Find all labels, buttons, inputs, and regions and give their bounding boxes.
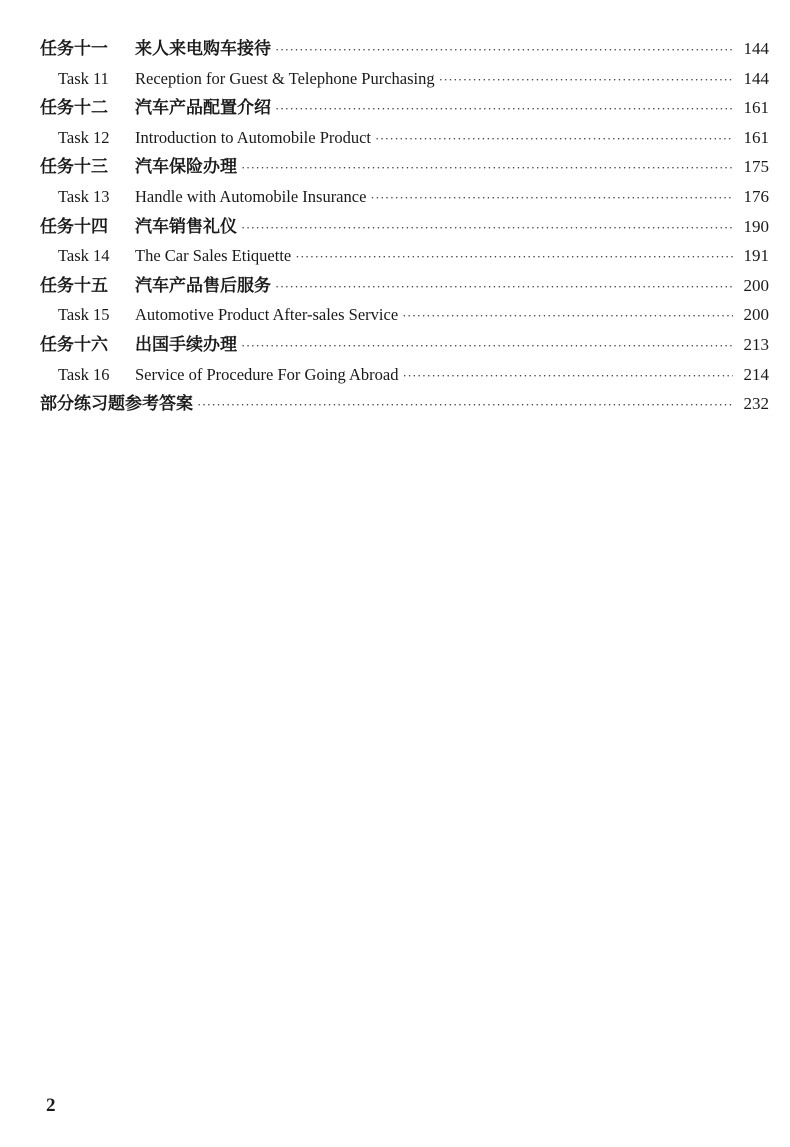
- toc-entry-page: 161: [743, 98, 769, 118]
- toc-entry-number: 任务十六: [40, 334, 108, 355]
- toc-entry-number: Task 12: [58, 127, 110, 147]
- toc-entry-task-11-en[interactable]: [40, 64, 769, 94]
- toc-entry-page: 200: [743, 275, 769, 295]
- dot-leader: [241, 153, 733, 183]
- toc-entry-task-14-cn[interactable]: [40, 212, 769, 242]
- toc-entry-number: Task 15: [58, 305, 110, 325]
- toc-entry-task-12-en[interactable]: [40, 123, 769, 153]
- toc-entry-task-16-cn[interactable]: [40, 330, 769, 360]
- dot-leader: [275, 94, 733, 124]
- dot-leader: [375, 124, 733, 154]
- dot-leader: [241, 213, 733, 243]
- toc-entry-title: Reception for Guest & Telephone Purchasing: [135, 68, 435, 88]
- toc-entry-title: 汽车销售礼仪: [135, 216, 237, 237]
- toc-entry-title: The Car Sales Etiquette: [135, 246, 292, 266]
- toc-entry-task-14-en[interactable]: [40, 241, 769, 271]
- toc-entry-number: Task 11: [58, 68, 109, 88]
- toc-entry-number: Task 13: [58, 186, 110, 206]
- dot-leader: [295, 242, 733, 272]
- toc-entry-number: 任务十五: [40, 275, 108, 296]
- toc-entry-task-15-en[interactable]: [40, 300, 769, 330]
- toc-entry-title: 汽车产品配置介绍: [135, 98, 271, 119]
- toc-entry-page: 191: [743, 246, 769, 266]
- toc-entry-page: 175: [743, 157, 769, 177]
- toc-entry-page: 176: [743, 186, 769, 206]
- toc-entry-page: 213: [743, 334, 769, 354]
- toc-entry-answers[interactable]: [40, 389, 769, 419]
- dot-leader: [197, 390, 733, 420]
- toc-entry-title: 来人来电购车接待: [135, 39, 271, 59]
- toc-entry-page: 144: [743, 68, 769, 88]
- toc-entry-title: 汽车保险办理: [135, 157, 237, 178]
- toc-entry-task-11-cn[interactable]: [40, 34, 769, 64]
- toc-entry-number: 任务十四: [40, 216, 108, 237]
- toc-entry-page: 161: [743, 127, 769, 147]
- toc-entry-task-13-cn[interactable]: [40, 152, 769, 182]
- dot-leader: [402, 301, 733, 331]
- toc-entry-task-16-en[interactable]: [40, 360, 769, 390]
- toc-entry-page: 144: [743, 39, 769, 58]
- toc-entry-title: 汽车产品售后服务: [135, 275, 271, 296]
- toc-entry-page: 232: [743, 394, 769, 414]
- dot-leader: [275, 272, 733, 302]
- toc-entry-task-15-cn[interactable]: [40, 271, 769, 301]
- dot-leader: [241, 331, 733, 361]
- toc-entry-title: Introduction to Automobile Product: [135, 127, 372, 147]
- toc-entry-title: Handle with Automobile Insurance: [135, 186, 367, 206]
- toc-entry-number: Task 14: [58, 246, 110, 266]
- toc-entry-title: Service of Procedure For Going Abroad: [135, 364, 399, 384]
- toc-entry-task-13-en[interactable]: [40, 182, 769, 212]
- table-of-contents: [40, 34, 769, 419]
- toc-entry-page: 200: [743, 305, 769, 325]
- dot-leader: [402, 361, 733, 391]
- toc-entry-title: Automotive Product After-sales Service: [135, 305, 399, 325]
- toc-entry-number: Task 16: [58, 364, 110, 384]
- dot-leader: [370, 183, 733, 213]
- dot-leader: [275, 35, 733, 65]
- toc-entry-number: 任务十一: [40, 39, 108, 59]
- toc-entry-number: 任务十三: [40, 157, 108, 178]
- toc-entry-title: 部分练习题参考答案: [40, 394, 193, 415]
- page-number: 2: [46, 1095, 56, 1116]
- toc-entry-title: 出国手续办理: [135, 334, 237, 355]
- toc-entry-page: 190: [743, 216, 769, 236]
- toc-entry-task-12-cn[interactable]: [40, 93, 769, 123]
- dot-leader: [439, 65, 733, 95]
- toc-entry-page: 214: [743, 364, 769, 384]
- toc-entry-number: 任务十二: [40, 98, 108, 119]
